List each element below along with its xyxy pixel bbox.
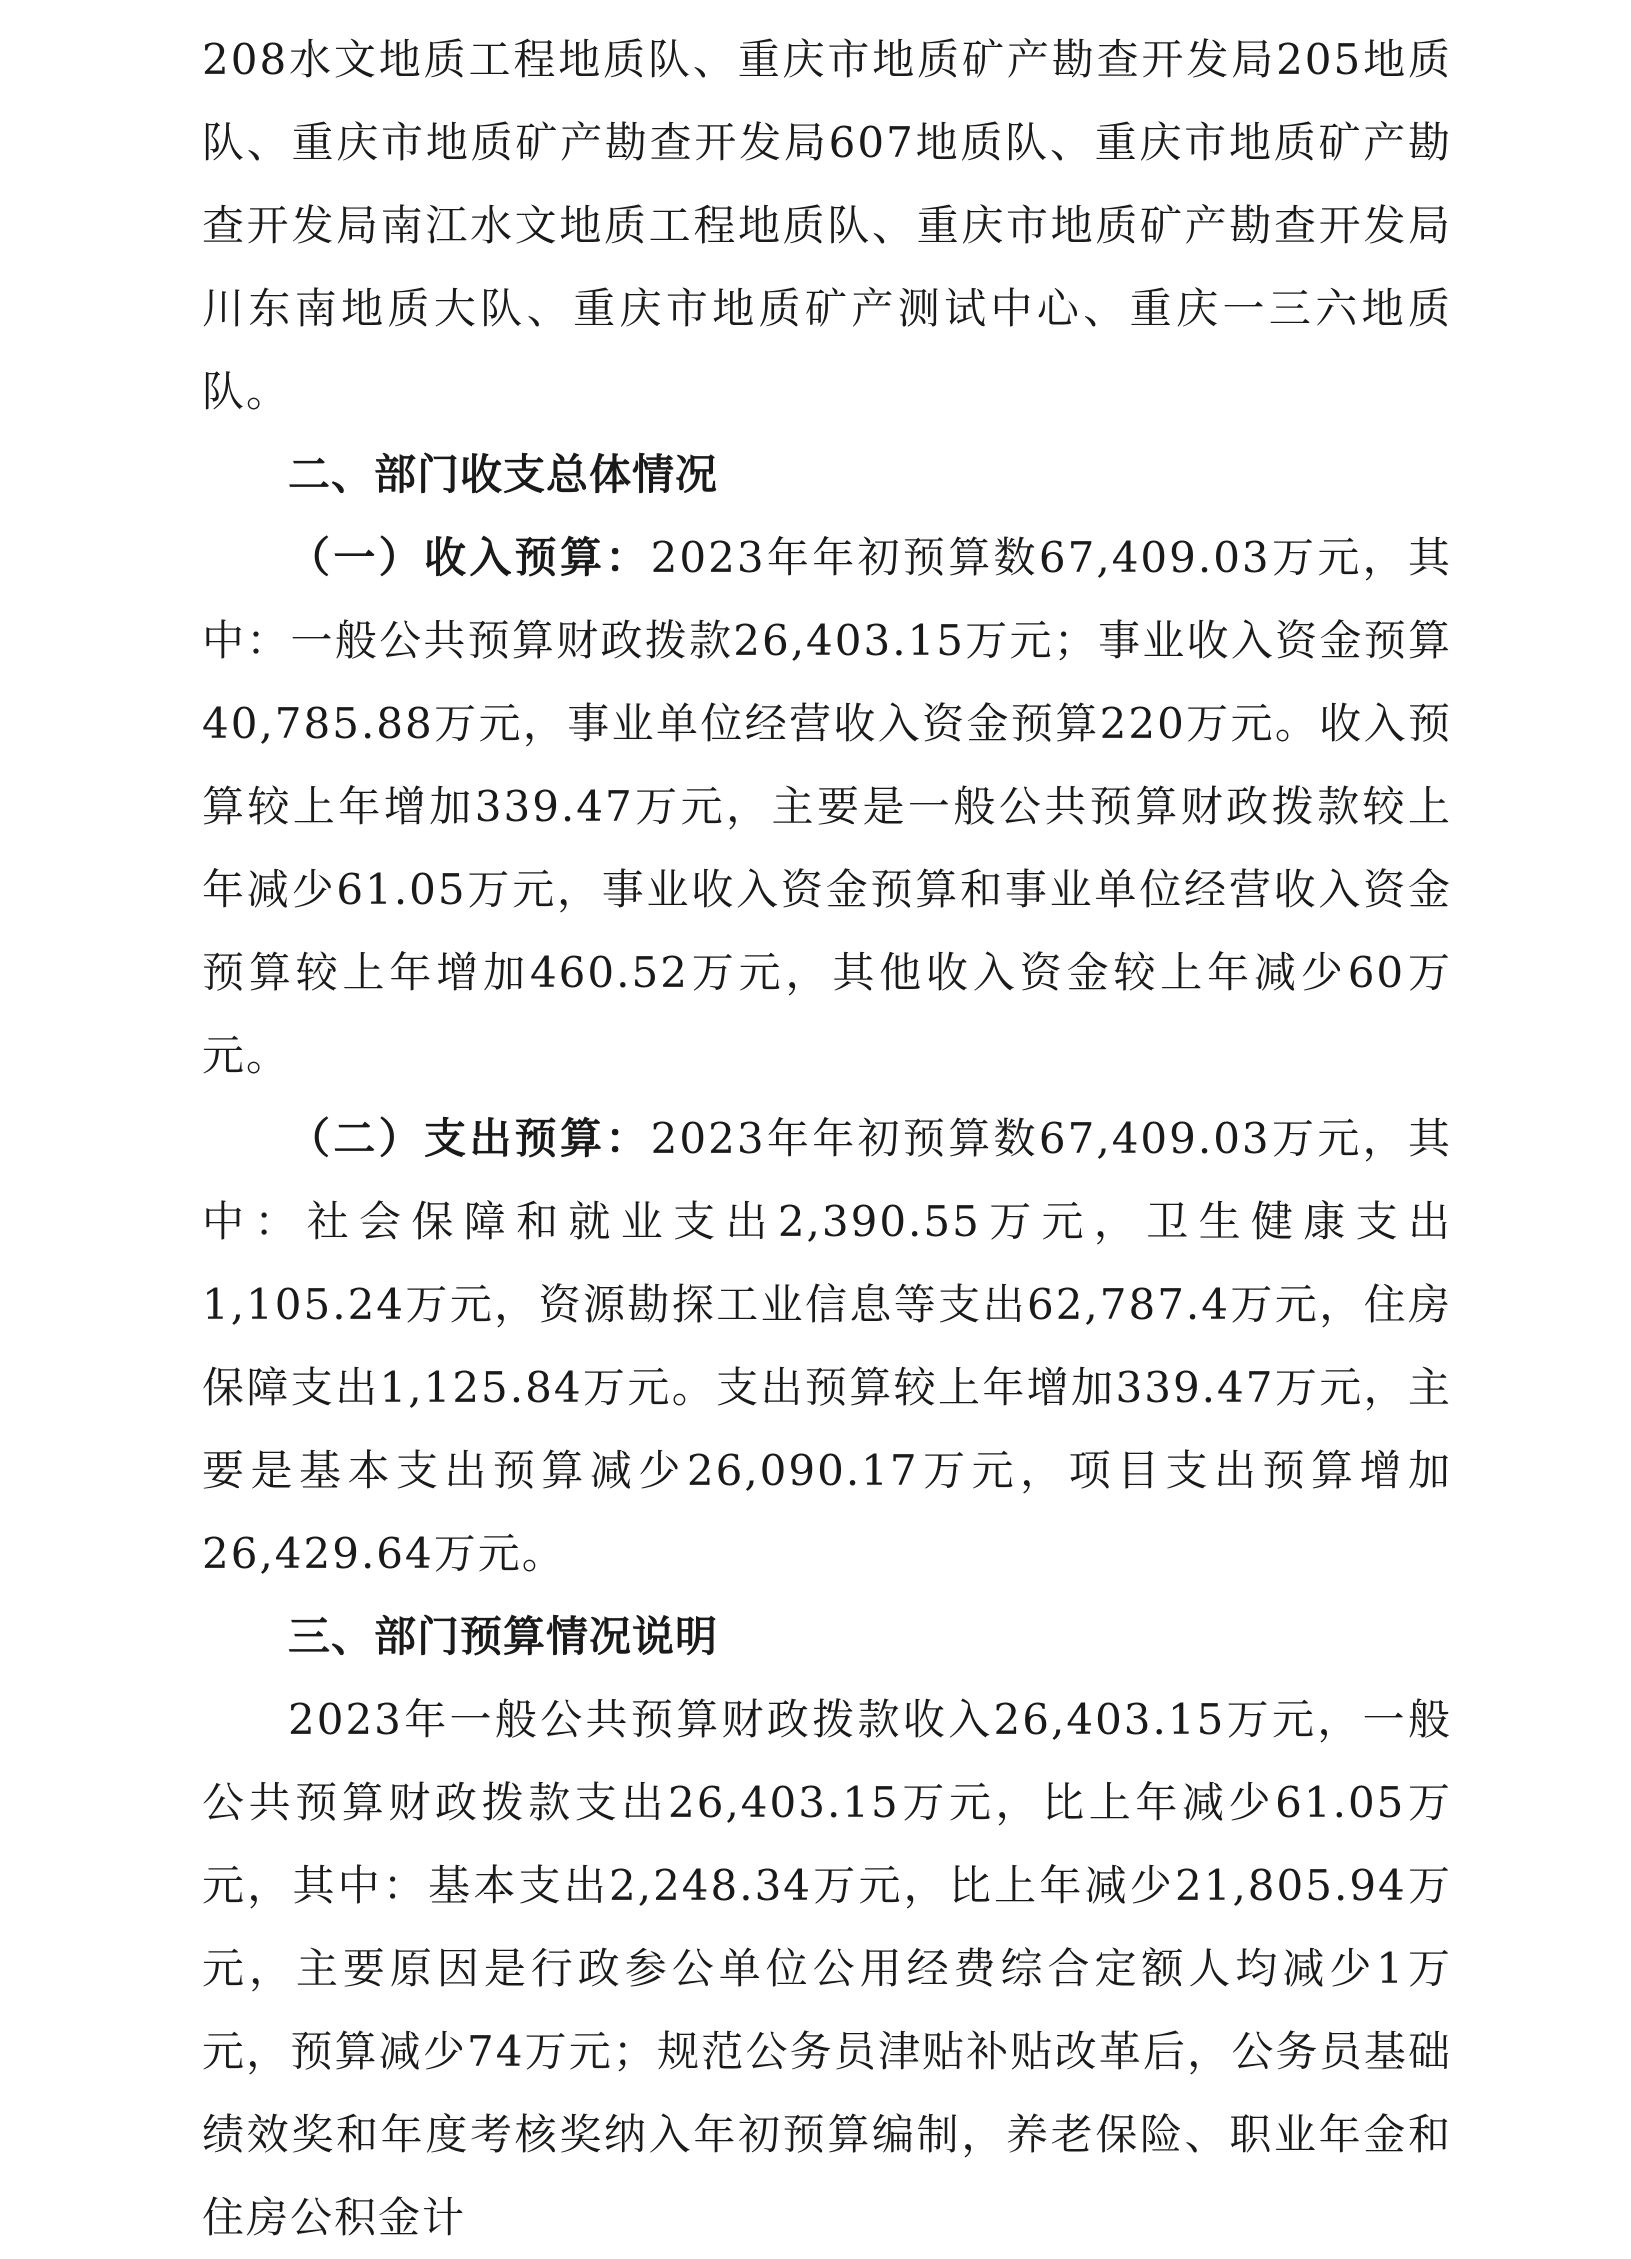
unit-list-paragraph: 208水文地质工程地质队、重庆市地质矿产勘查开发局205地质队、重庆市地质矿产勘查开发局607地质队、重庆市地质矿产勘查开发局南江水文地质工程地质队、重庆市地质矿产勘查开发局川东南地质大队、重庆市地质矿产测试中心、重庆一三六地质队。 (202, 35, 1452, 416)
expense-budget-lead: （二）支出预算： (288, 1114, 651, 1163)
income-budget-lead: （一）收入预算： (288, 533, 651, 582)
income-budget-paragraph (202, 516, 1452, 1097)
budget-explanation-paragraph: 2023年一般公共预算财政拨款收入26,403.15万元，一般公共预算财政拨款支出26,403.15万元，比上年减少61.05万元，其中：基本支出2,248.34万元，比上年减少21,805.94万元，主要原因是行政参公单位公用经费综合定额人均减少1万元，预算减少74万元；规范公务员津贴补贴改革后，公务员基础绩效奖和年度考核奖纳入年初预算编制，养老保险、职业年金和住房公积金计 (202, 1695, 1452, 2242)
expense-budget-text: 2023年年初预算数67,409.03万元，其中：社会保障和就业支出2,390.55万元，卫生健康支出1,105.24万元，资源勘探工业信息等支出62,787.4万元，住房保障支出1,125.84万元。支出预算较上年增加339.47万元，主要是基本支出预算减少26,090.17万元，项目支出预算增加26,429.64万元。 (202, 1114, 1452, 1578)
expense-budget-paragraph (202, 1097, 1452, 1595)
section-heading-3: 三、部门预算情况说明 (288, 1612, 719, 1661)
section-heading-2: 二、部门收支总体情况 (288, 450, 719, 499)
income-budget-text: 2023年年初预算数67,409.03万元，其中：一般公共预算财政拨款26,403.15万元；事业收入资金预算40,785.88万元，事业单位经营收入资金预算220万元。收入预算较上年增加339.47万元，主要是一般公共预算财政拨款较上年减少61.05万元，事业收入资金预算和事业单位经营收入资金预算较上年增加460.52万元，其他收入资金较上年减少60万元。 (202, 533, 1452, 1080)
